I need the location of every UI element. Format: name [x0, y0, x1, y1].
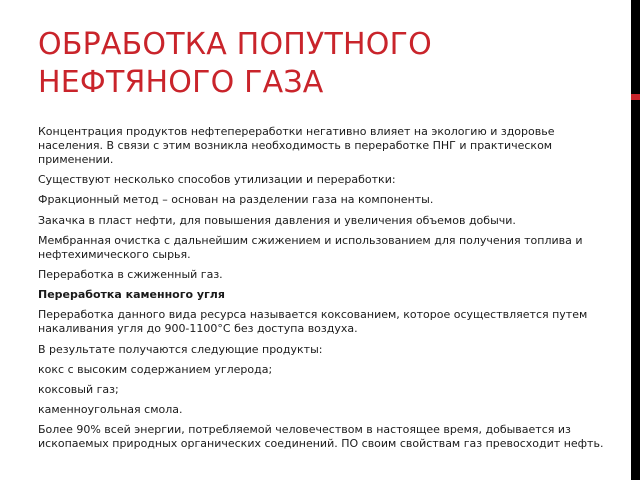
section-heading: Переработка каменного угля — [38, 288, 225, 302]
body-paragraph: Закачка в пласт нефти, для повышения давления и увеличения объемов добычи. — [38, 213, 516, 227]
body-paragraph: кокс с высоким содержанием углерода; — [38, 362, 273, 376]
slide-body — [38, 125, 610, 457]
right-edge-dark-top — [631, 0, 640, 94]
body-paragraph: коксовый газ; — [38, 382, 119, 396]
body-paragraph: Переработка в сжиженный газ. — [38, 267, 223, 281]
body-paragraph: Переработка данного вида ресурса называется коксованием, которое осуществляется путем накаливания угля до 900-1100°C без доступа воздуха. — [38, 308, 588, 336]
body-paragraph: В результате получаются следующие продукты: — [38, 342, 323, 356]
body-paragraph: каменноугольная смола. — [38, 403, 183, 417]
body-paragraph: Существуют несколько способов утилизации и переработки: — [38, 173, 396, 187]
body-paragraph: Фракционный метод – основан на разделении газа на компоненты. — [38, 193, 434, 207]
body-paragraph: Более 90% всей энергии, потребляемой человечеством в настоящее время, добывается из ископаемых природных органических соединений. ПО своим свойствам газ превосходит нефть. — [38, 423, 604, 451]
body-paragraph: Концентрация продуктов нефтепереработки негативно влияет на экологию и здоровье населения. В связи с этим возникла необходимость в переработке ПНГ и практическом применении. — [38, 125, 555, 166]
slide-title: ОБРАБОТКА ПОПУТНОГО НЕФТЯНОГО ГАЗА — [38, 27, 432, 100]
body-paragraph: Мембранная очистка с дальнейшим сжижением и использованием для получения топлива и нефтехимического сырья. — [38, 233, 583, 261]
right-edge-dark-bottom — [631, 100, 640, 480]
